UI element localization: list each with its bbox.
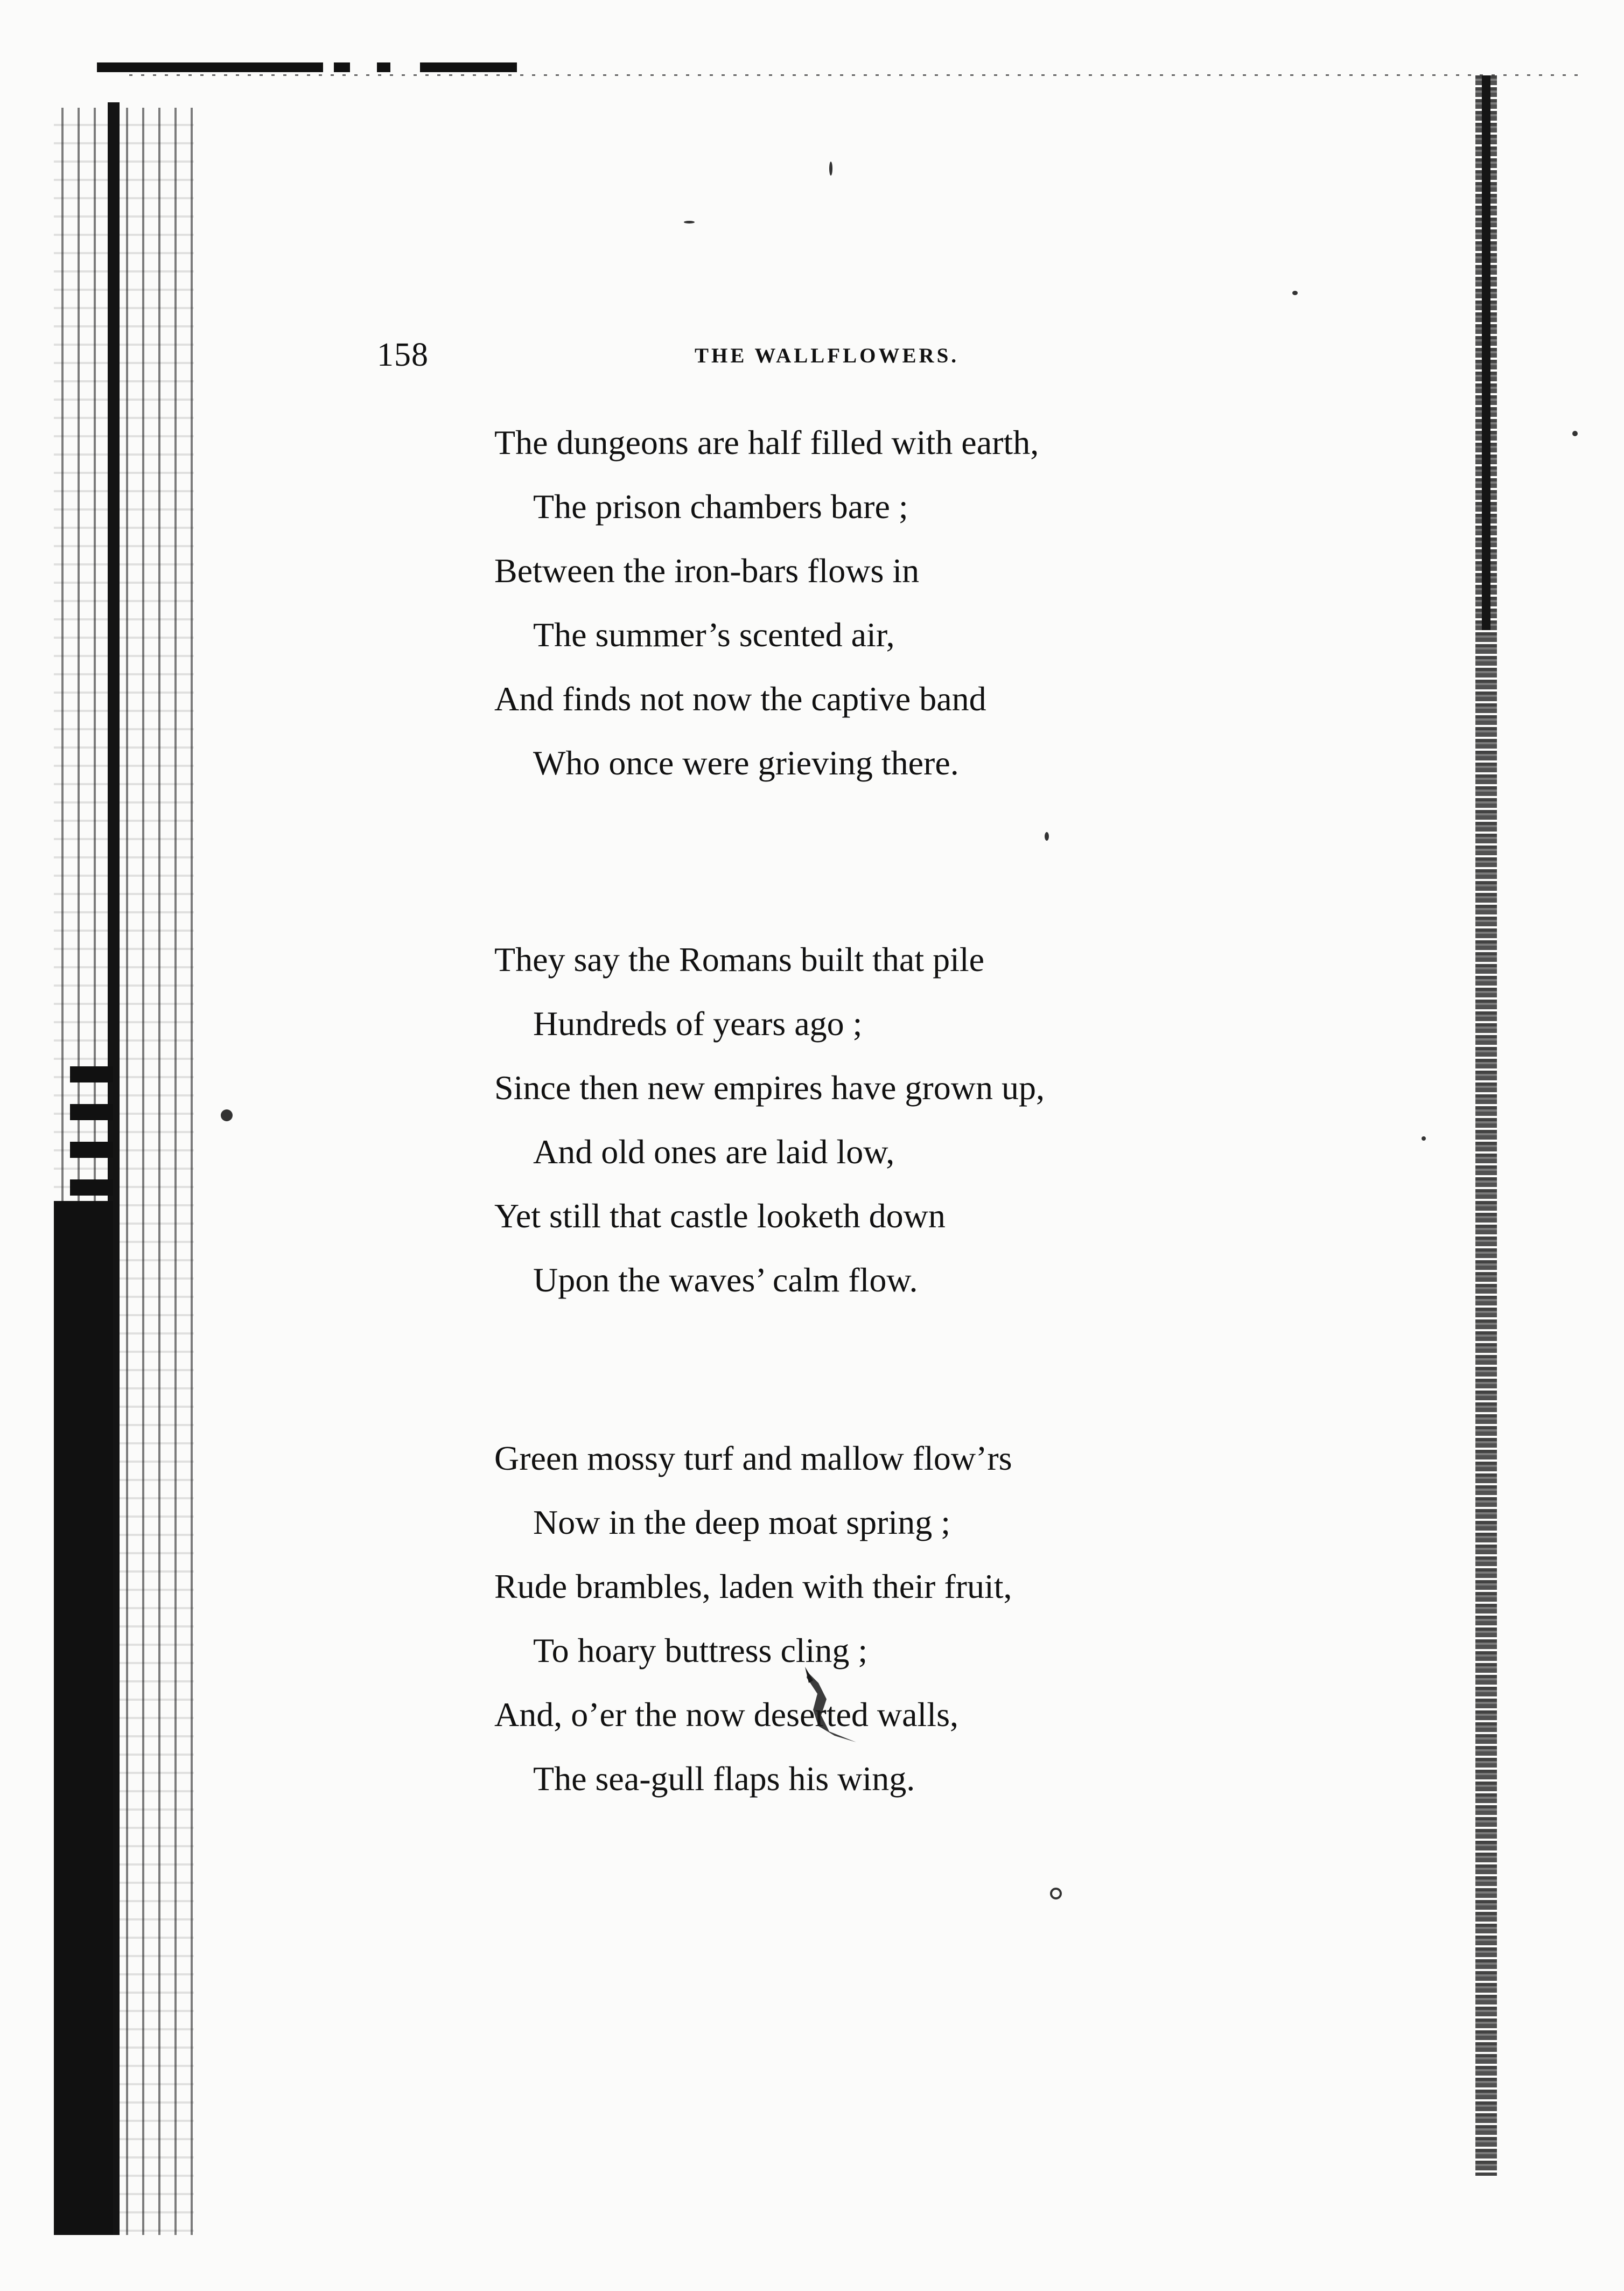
poem-stanza: [494, 410, 1302, 795]
poem-line: And finds not now the captive band: [494, 680, 986, 718]
scan-edge-artifact-top: [97, 62, 517, 72]
page-number: 158: [377, 337, 429, 373]
poem-line: Now in the deep moat spring ;: [533, 1503, 950, 1541]
scan-speck: [1292, 291, 1298, 295]
scan-speck: [684, 221, 695, 223]
poem-line: To hoary buttress cling ;: [533, 1631, 868, 1670]
poem-stanza: [494, 927, 1302, 1312]
poem-line: Since then new empires have grown up,: [494, 1068, 1045, 1107]
poem-line: Hundreds of years ago ;: [533, 1004, 863, 1043]
running-head: THE WALLFLOWERS.: [695, 344, 960, 367]
scan-speck: [829, 162, 832, 176]
scan-speck: [1045, 832, 1049, 841]
poem-line: And old ones are laid low,: [533, 1133, 895, 1171]
poem-line: The dungeons are half filled with earth,: [494, 423, 1039, 462]
poem-line: Between the iron-bars flows in: [494, 551, 920, 590]
scan-speck: [1572, 431, 1578, 436]
poem-stanza: [494, 1426, 1302, 1811]
poem-line: Green mossy turf and mallow flow’rs: [494, 1439, 1012, 1477]
scan-binding-shadow-left: [54, 1201, 113, 2235]
poem-line: The prison chambers bare ;: [533, 487, 908, 526]
scan-edge-artifact-top-thin: [129, 74, 1583, 76]
scan-page-bar-right: [1482, 75, 1490, 630]
scan-speck: [1050, 1888, 1062, 1899]
scan-speck: [1422, 1136, 1426, 1141]
poem-line: Upon the waves’ calm flow.: [533, 1261, 918, 1299]
scan-speck: [221, 1109, 233, 1121]
poem-line: Who once were grieving there.: [533, 744, 959, 782]
ink-smudge: [797, 1667, 862, 1748]
poem-line: They say the Romans built that pile: [494, 940, 985, 979]
poem-line: Rude brambles, laden with their fruit,: [494, 1567, 1012, 1605]
poem-line: The summer’s scented air,: [533, 616, 895, 654]
poem-line: The sea-gull flaps his wing.: [533, 1759, 915, 1798]
scan-binding-stripes-left: [70, 1066, 113, 1196]
poem-line: And, o’er the now deserted walls,: [494, 1695, 958, 1734]
poem-line: Yet still that castle looketh down: [494, 1197, 946, 1235]
